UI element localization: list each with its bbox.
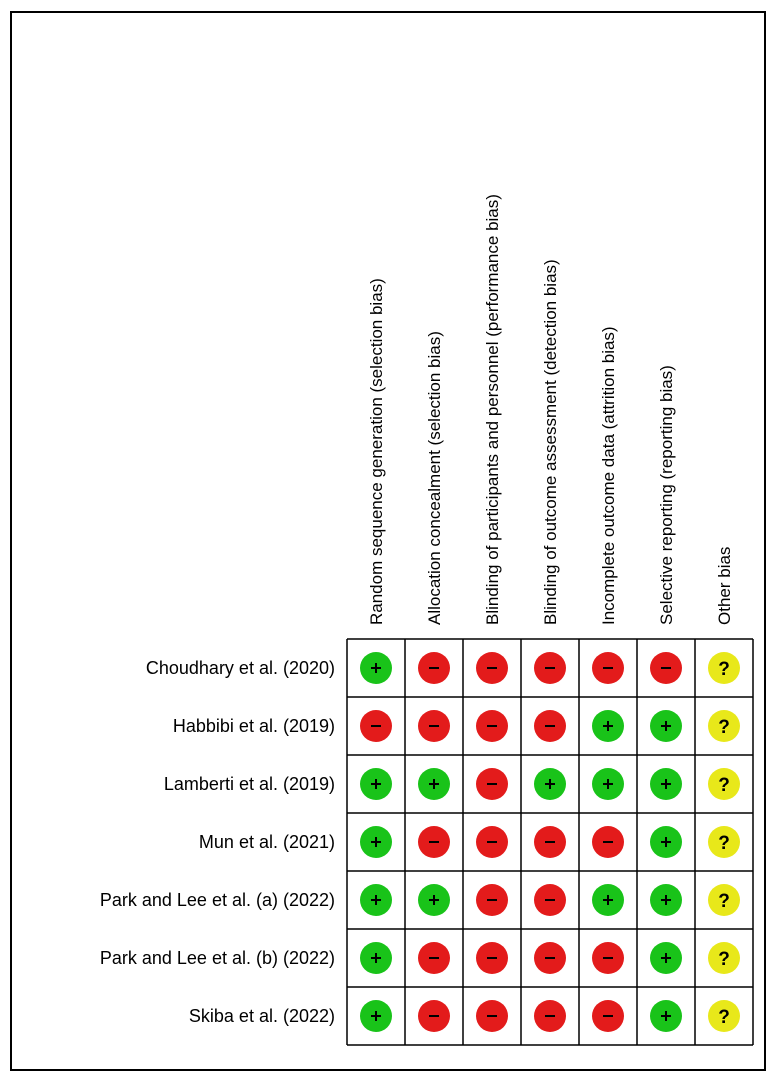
question-glyph: ? <box>718 775 730 796</box>
column-label: Blinding of participants and personnel (performance bias) <box>483 194 502 625</box>
row-label: Mun et al. (2021) <box>198 832 335 852</box>
question-glyph: ? <box>718 1007 730 1028</box>
column-label: Random sequence generation (selection bias) <box>367 278 386 625</box>
row-label: Habbibi et al. (2019) <box>172 716 335 736</box>
question-glyph: ? <box>718 891 730 912</box>
row-label: Lamberti et al. (2019) <box>163 774 335 794</box>
question-glyph: ? <box>718 659 730 680</box>
column-label: Other bias <box>715 546 734 625</box>
column-label: Selective reporting (reporting bias) <box>657 365 676 625</box>
row-label: Park and Lee et al. (a) (2022) <box>99 890 335 910</box>
column-label: Blinding of outcome assessment (detection bias) <box>541 259 560 625</box>
question-glyph: ? <box>718 949 730 970</box>
column-label: Allocation concealment (selection bias) <box>425 331 444 625</box>
row-label: Park and Lee et al. (b) (2022) <box>99 948 335 968</box>
question-glyph: ? <box>718 833 730 854</box>
column-label: Incomplete outcome data (attrition bias) <box>599 326 618 625</box>
risk-of-bias-figure <box>10 11 766 1071</box>
question-glyph: ? <box>718 717 730 738</box>
row-label: Skiba et al. (2022) <box>188 1006 335 1026</box>
row-label: Choudhary et al. (2020) <box>145 658 335 678</box>
risk-of-bias-grid <box>12 13 768 1073</box>
